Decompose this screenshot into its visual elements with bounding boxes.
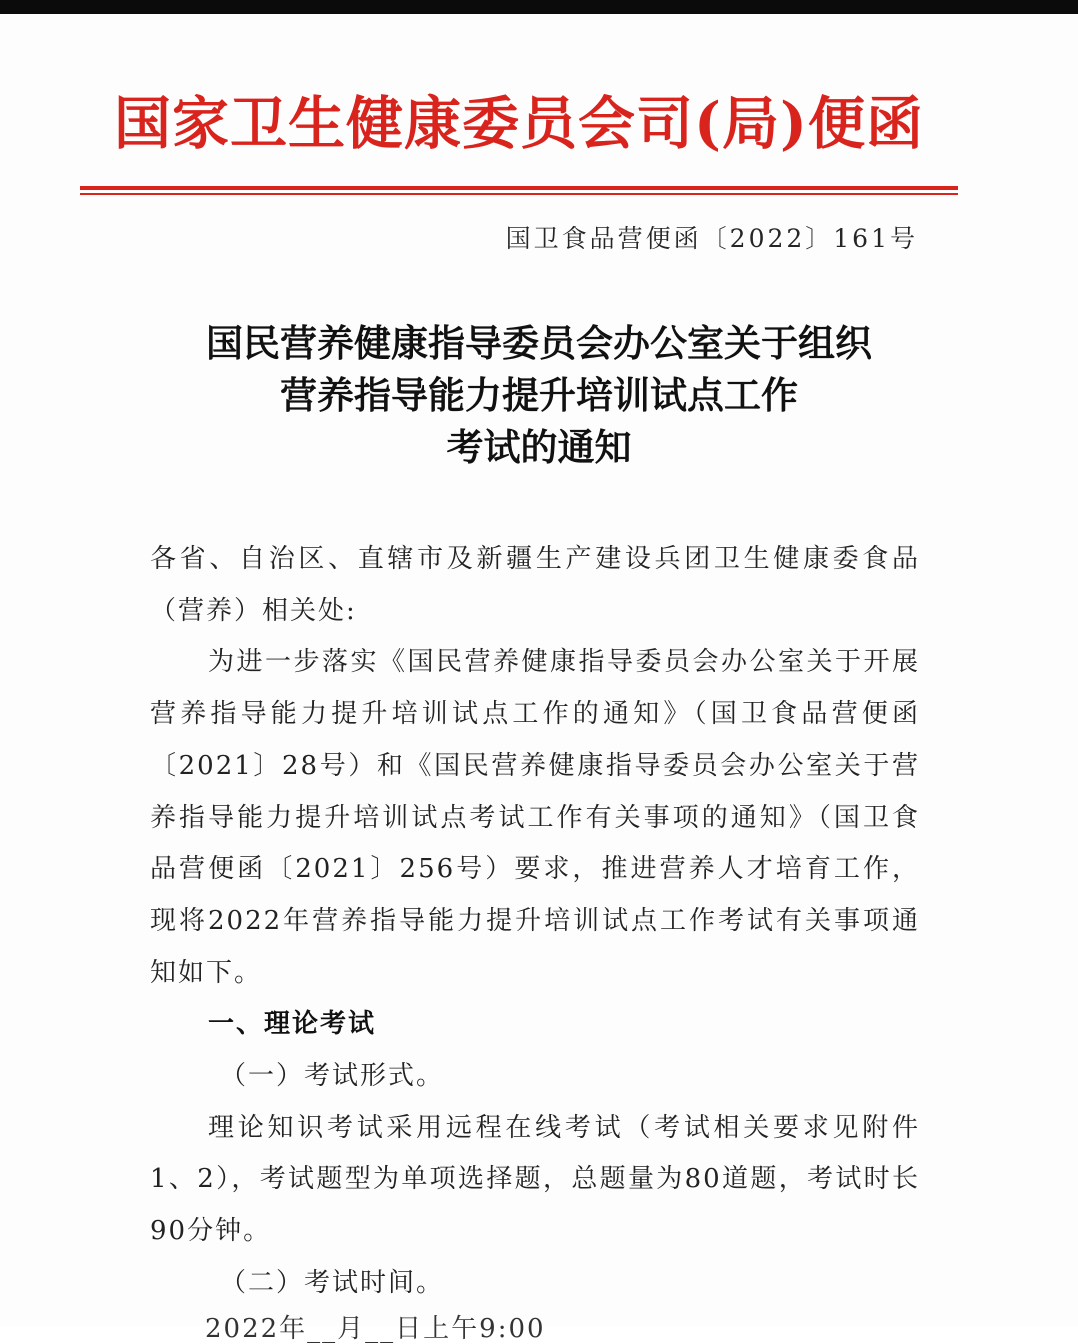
notice-title: [120, 318, 958, 474]
intro-paragraph: 为进一步落实《国民营养健康指导委员会办公室关于开展营养指导能力提升培训试点工作的通知》（国卫食品营便函〔2021〕28号）和《国民营养健康指导委员会办公室关于营养指导能力提升培训试点考试工作有关事项的通知》（国卫食品营便函〔2021〕256号）要求，推进营养人才培育工作，现将2022年营养指导能力提升培训试点工作考试有关事项通知如下。: [150, 647, 920, 988]
section-heading-theory-exam: 一、理论考试: [208, 1009, 377, 1040]
masthead-rule-thick: [80, 186, 958, 190]
masthead-rule-thin: [80, 193, 958, 195]
exam-format-paragraph: 理论知识考试采用远程在线考试（考试相关要求见附件1、2），考试题型为单项选择题，总题量为80道题，考试时长90分钟。: [150, 1112, 920, 1247]
subsection-heading-exam-time: （二）考试时间。: [220, 1267, 445, 1298]
subsection-heading-exam-format: （一）考试形式。: [220, 1061, 445, 1092]
notice-title-line-1: 国民营养健康指导委员会办公室关于组织: [206, 322, 872, 365]
top-status-bar: [0, 0, 1078, 14]
notice-title-line-2: 营养指导能力提升培训试点工作: [280, 374, 798, 417]
salutation: 各省、自治区、直辖市及新疆生产建设兵团卫生健康委食品（营养）相关处:: [150, 544, 920, 626]
document-number: 国卫食品营便函〔2022〕161号: [505, 224, 918, 253]
cut-off-text-line: 2022年__月__日上午9:00: [205, 1314, 546, 1344]
notice-title-line-3: 考试的通知: [446, 426, 632, 469]
notice-body: [150, 534, 920, 1310]
masthead-title: 国家卫生健康委员会司(局)便函: [114, 90, 924, 157]
